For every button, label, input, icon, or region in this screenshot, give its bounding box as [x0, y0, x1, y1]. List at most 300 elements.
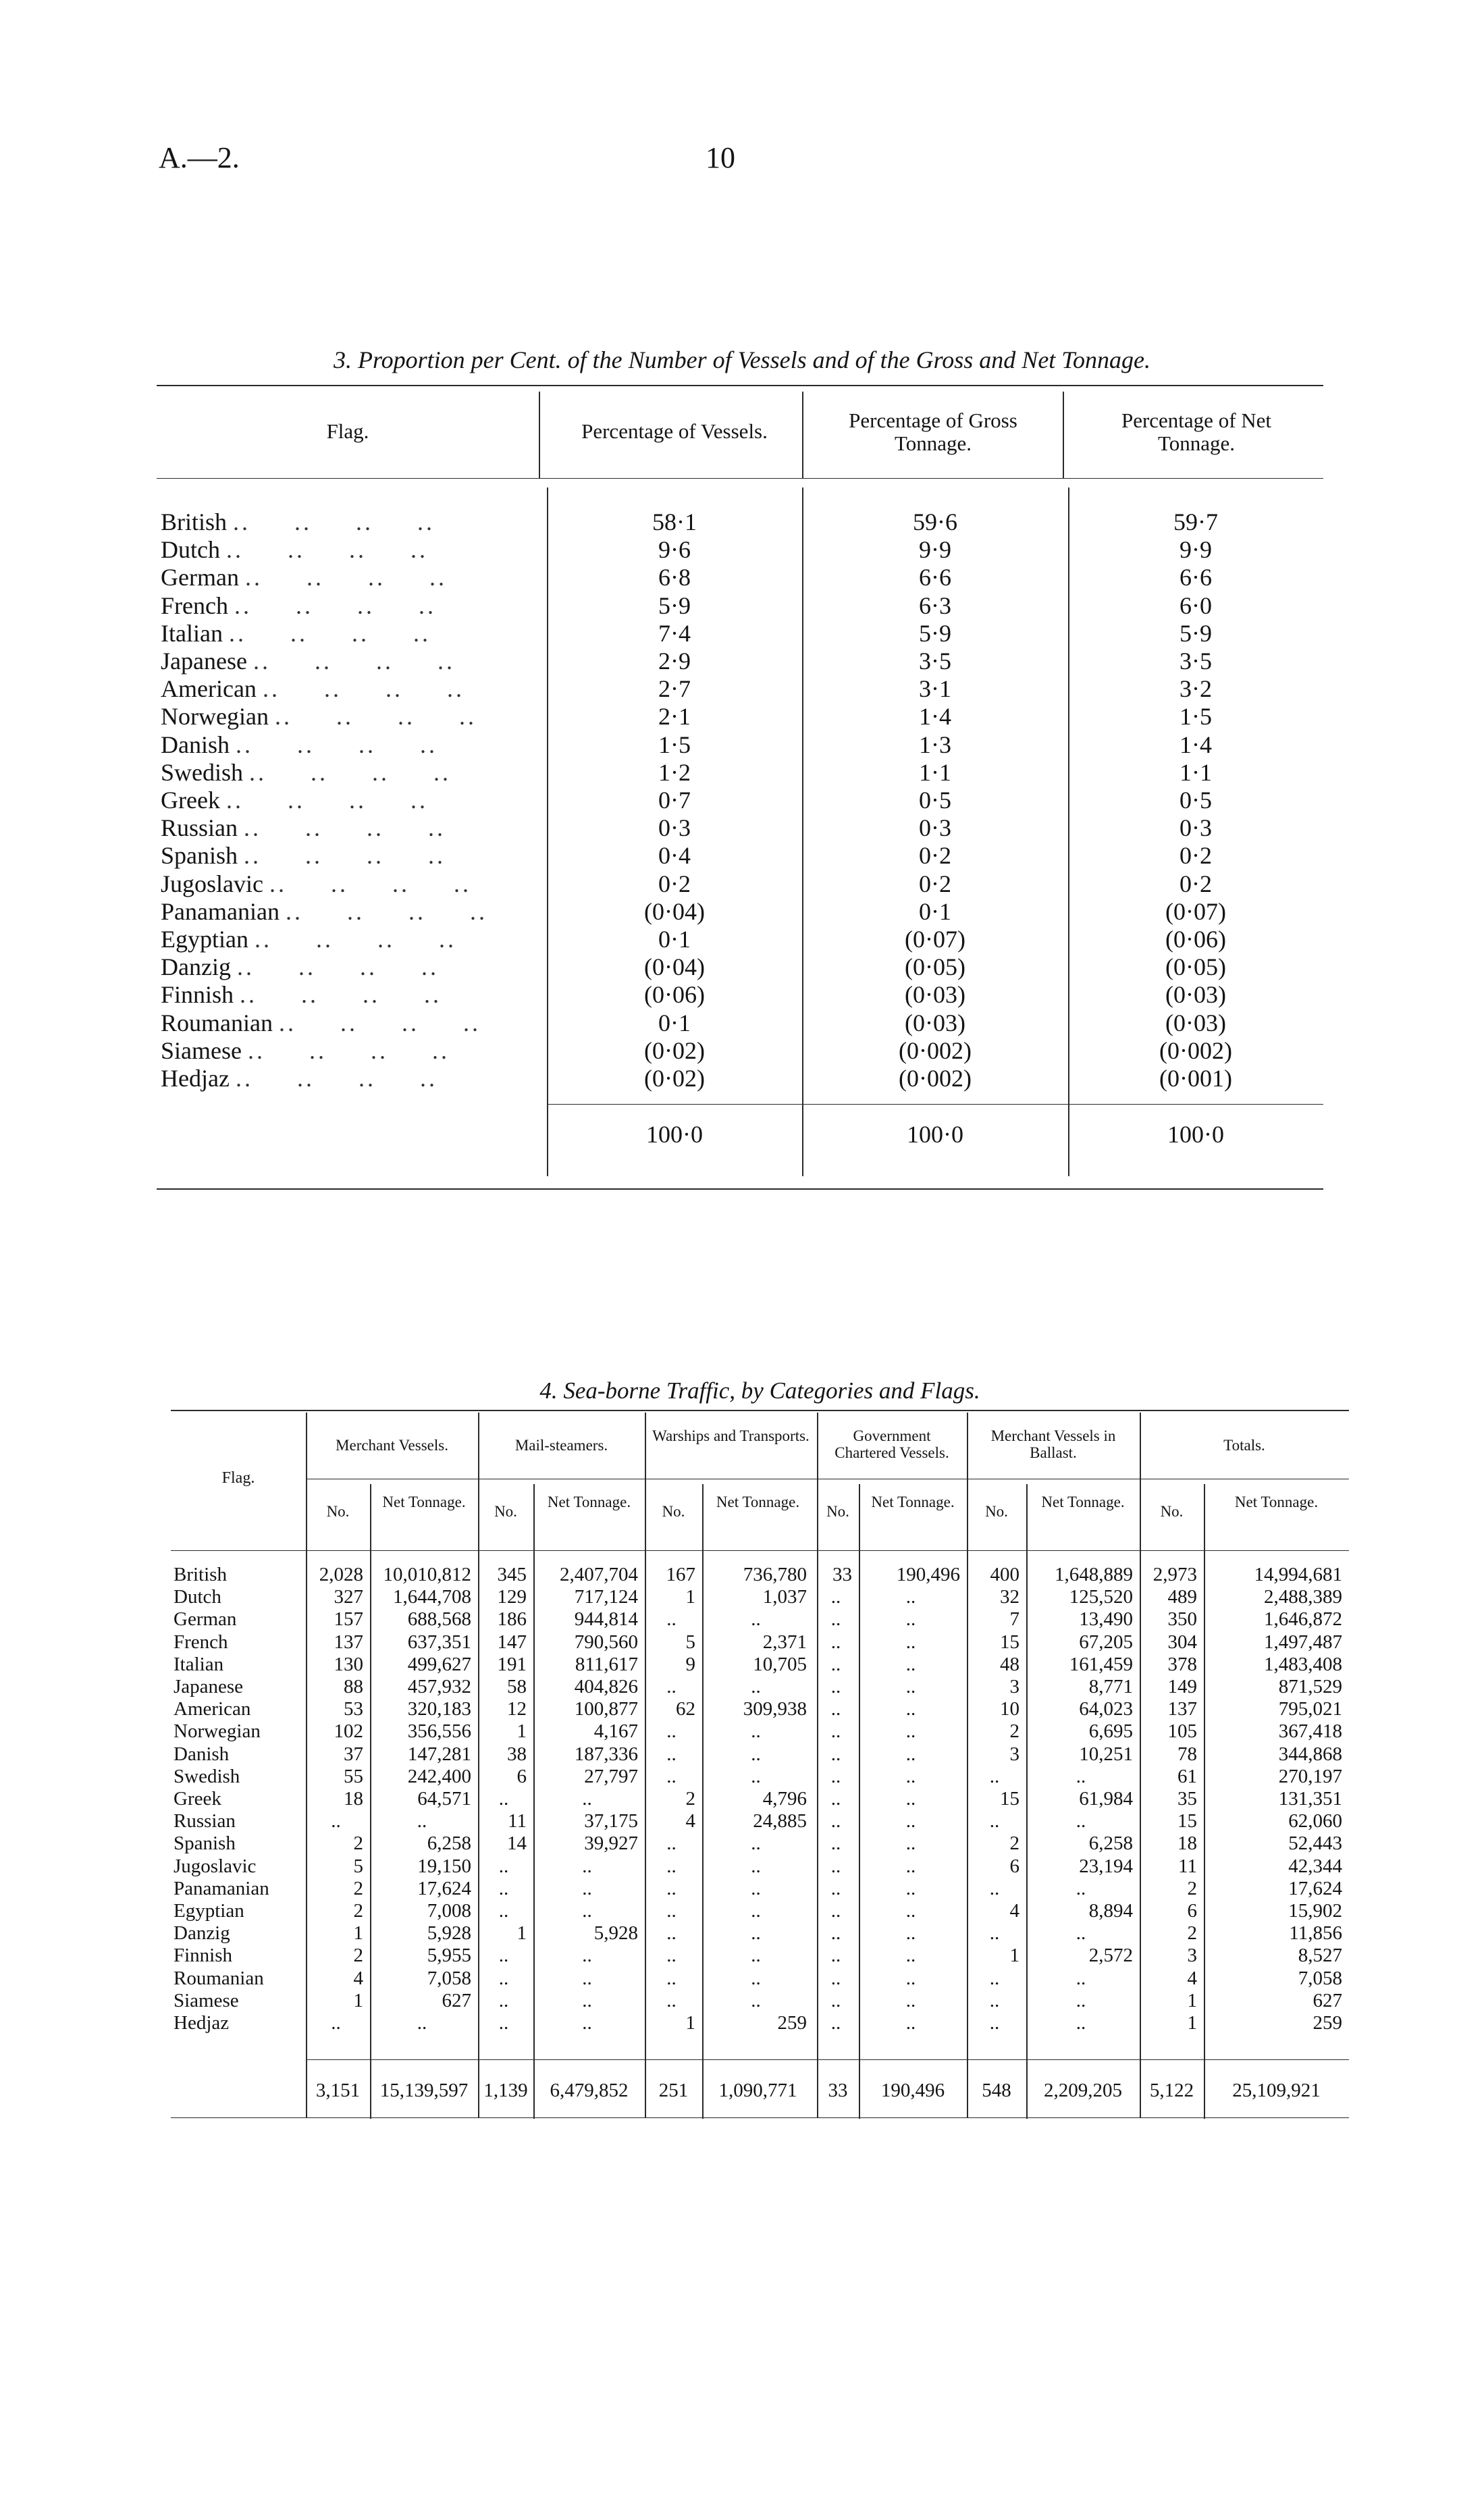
table4-flag: Japanese [174, 1676, 244, 1697]
table3-gross: (0·05) [905, 953, 965, 981]
table3-row [157, 926, 1323, 953]
table4-cell: 38 [507, 1743, 527, 1765]
table3-total-gross: 100·0 [907, 1121, 963, 1148]
table3-net: 1·1 [1180, 758, 1212, 786]
table4-cell: 356,556 [407, 1720, 471, 1743]
table4-cell: 131,351 [1278, 1788, 1342, 1810]
table4-cell: 11 [508, 1810, 527, 1832]
table4-subheader-net: Net Tonnage. [871, 1494, 955, 1510]
table3-row [157, 870, 1323, 898]
table3-flag-label: Japanese [161, 648, 247, 675]
table4-cell: .. [582, 1989, 592, 2011]
table3-gross: 6·6 [919, 564, 951, 591]
table3-flag-label: Italian [161, 619, 223, 647]
table4-cell: 14,994,681 [1254, 1564, 1342, 1585]
table4-row [171, 1855, 1349, 1878]
table4-cell: 2,371 [762, 1631, 807, 1653]
table4-header-flag: Flag. [221, 1469, 255, 1487]
table4-cell: .. [830, 1765, 841, 1787]
table4-cell: .. [905, 1720, 916, 1743]
table4-cell: .. [498, 2012, 509, 2034]
table4-cell: .. [751, 1989, 761, 2011]
table3-flag-label: Dutch [161, 536, 220, 564]
table3-gross: 9·9 [919, 536, 951, 564]
table4-subheader-no: No. [1160, 1503, 1184, 1520]
table4-title: 4. Sea-borne Traffic, by Categories and Flags. [539, 1377, 980, 1404]
table4-cell: 64,023 [1079, 1698, 1133, 1720]
table4-cell: 42,344 [1288, 1855, 1342, 1877]
table3-row [157, 592, 1323, 620]
table4-row [171, 1945, 1349, 1967]
table3-flag [161, 926, 543, 953]
table4-flag: Siamese [174, 1989, 239, 2011]
table4-cell: 13,490 [1079, 1608, 1133, 1631]
table4-cell: .. [666, 1855, 677, 1877]
table4-cell: .. [1076, 1810, 1086, 1832]
table3-gross: 0·3 [919, 814, 951, 842]
table4-row [171, 1743, 1349, 1766]
table4-cell: 55 [344, 1765, 363, 1787]
table4-cell: .. [666, 1743, 677, 1765]
table3-gross: 0·2 [919, 842, 951, 870]
table4-cell: 11,856 [1289, 1922, 1342, 1945]
table4-subheader-no: No. [662, 1503, 685, 1520]
table4-cell: .. [989, 2012, 1000, 2034]
leader-dots: .. .. .. .. [262, 675, 465, 703]
table4-cell: 2 [353, 1877, 363, 1899]
table4-cell: .. [989, 1922, 1000, 1945]
table4-cell: 24,885 [753, 1810, 807, 1832]
table4-row [171, 1608, 1349, 1631]
table4-cell: 1 [516, 1720, 527, 1743]
table4-cell: 2,488,389 [1264, 1586, 1342, 1608]
table4-cell: 11 [1178, 1855, 1197, 1877]
leader-dots: .. .. .. .. [226, 787, 428, 814]
table3-row [157, 898, 1323, 926]
leader-dots: .. .. .. .. [244, 814, 446, 842]
table3-net: 6·0 [1180, 591, 1212, 619]
table4-cell: 6,258 [427, 1832, 471, 1855]
table4-cell: 9 [685, 1653, 695, 1675]
table4-total-cell: 15,139,597 [379, 2080, 469, 2101]
table3-flag-label: Danzig [161, 953, 231, 981]
table3-vessels: 5·9 [658, 591, 691, 619]
table3-net: (0·07) [1165, 897, 1226, 925]
table4-cell: .. [989, 1810, 1000, 1832]
table3-vessels: 0·2 [658, 870, 691, 897]
table4-cell: .. [905, 1586, 916, 1608]
table4-cell: 2 [1009, 1720, 1019, 1743]
table4-cell: 367,418 [1278, 1720, 1342, 1743]
table3-flag [161, 703, 543, 731]
table4-cell: .. [331, 1810, 341, 1832]
table3-vessels: 2·1 [658, 703, 691, 731]
table4-subheader-net: Net Tonnage. [716, 1494, 800, 1510]
leader-dots: .. .. .. .. [254, 926, 456, 953]
table4-cell: 186 [497, 1608, 527, 1631]
table3-row [157, 814, 1323, 842]
table4-cell: 18 [1177, 1832, 1197, 1855]
table3-gross: (0·03) [905, 981, 965, 1009]
table4-cell: 17,624 [417, 1877, 471, 1899]
table4-cell: .. [582, 1855, 592, 1877]
table4-cell: .. [751, 1877, 761, 1899]
table3-vessels: 6·8 [658, 564, 691, 591]
leader-dots: .. .. .. .. [240, 981, 442, 1009]
table4-cell: .. [1076, 1765, 1086, 1787]
table3-flag [161, 1037, 543, 1065]
table4-row [171, 1766, 1349, 1788]
table3-net: 1·5 [1180, 703, 1212, 731]
table3-flag [161, 1009, 543, 1037]
table4-flag: American [174, 1698, 251, 1720]
table3-row [157, 675, 1323, 703]
table3-row [157, 508, 1323, 536]
table4-cell: 32 [1000, 1586, 1019, 1608]
table4-cell: .. [905, 1900, 916, 1922]
table4-cell: 1 [516, 1922, 527, 1945]
table4-cell: .. [1076, 1989, 1086, 2011]
table4-flag: Jugoslavic [174, 1855, 257, 1877]
leader-dots: .. .. .. .. [235, 1065, 438, 1092]
table4-cell: 627 [1313, 1989, 1342, 2011]
table3-row [157, 1037, 1323, 1065]
table3-net: 6·6 [1180, 564, 1212, 591]
table4-cell: .. [830, 1922, 841, 1945]
table3-vessels: 1·2 [658, 758, 691, 786]
table3-gross: (0·002) [899, 1065, 972, 1092]
table4-row [171, 1832, 1349, 1855]
leader-dots: .. .. .. .. [226, 536, 428, 564]
table4-cell: .. [830, 1877, 841, 1899]
table4-cell: .. [582, 1967, 592, 1989]
table3-header-gross: Percentage of Gross Tonnage. [849, 408, 1017, 455]
table4-cell: 2 [1187, 1922, 1197, 1945]
table4-flag: Egyptian [174, 1900, 244, 1922]
table4-cell: 4,796 [762, 1788, 807, 1810]
table4-cell: .. [751, 1922, 761, 1945]
table4-subheader-net: Net Tonnage. [382, 1494, 466, 1510]
table4-cell: .. [582, 1788, 592, 1810]
table3-flag-label: Spanish [161, 842, 238, 870]
table4-subheader-net: Net Tonnage. [1234, 1494, 1319, 1510]
table4-cell: 2 [1009, 1832, 1019, 1855]
table4-cell: .. [905, 1631, 916, 1653]
table3-flag-label: Hedjaz [161, 1065, 230, 1092]
table4-cell: 378 [1167, 1653, 1197, 1675]
table4-cell: 327 [334, 1586, 363, 1608]
leader-dots: .. .. .. .. [253, 648, 455, 675]
table3-net: (0·05) [1165, 953, 1226, 981]
table4-cell: 147,281 [407, 1743, 471, 1765]
leader-dots: .. .. .. .. [249, 758, 452, 786]
table4-cell: 17,624 [1288, 1877, 1342, 1899]
page-number: 10 [706, 141, 735, 174]
table4-cell: 6 [1187, 1900, 1197, 1922]
table3-flag-label: Greek [161, 787, 220, 814]
table4-cell: 6 [516, 1765, 527, 1787]
table4-cell: 67,205 [1079, 1631, 1133, 1653]
table4-cell: 259 [1313, 2012, 1342, 2034]
table4-cell: .. [830, 2012, 841, 2034]
table4-cell: 37,175 [584, 1810, 638, 1832]
table3-flag-label: British [161, 508, 228, 535]
table4-cell: 62,060 [1288, 1810, 1342, 1832]
table4-cell: 688,568 [407, 1608, 471, 1631]
table4-group-totals: Totals. [1223, 1437, 1265, 1454]
table4-total-cell: 2,209,205 [1044, 2080, 1122, 2101]
table4-flag: Finnish [174, 1945, 233, 1967]
table4-cell: 871,529 [1278, 1676, 1342, 1697]
table4-cell: 8,527 [1298, 1945, 1342, 1967]
table4-cell: .. [905, 1653, 916, 1675]
table4-cell: .. [582, 1900, 592, 1922]
table3-row [157, 536, 1323, 564]
table4-cell: .. [830, 1945, 841, 1967]
leader-dots: .. .. .. .. [234, 591, 436, 619]
table4-cell: 259 [777, 2012, 807, 2034]
table4-cell: .. [905, 1967, 916, 1989]
table4-cell: 5,928 [593, 1922, 638, 1945]
table4-cell: .. [830, 1720, 841, 1743]
leader-dots: .. .. .. .. [233, 508, 435, 535]
table4-cell: 1,497,487 [1264, 1631, 1342, 1653]
table3-vessels: 0·1 [658, 926, 691, 953]
table3-flag-label: Roumanian [161, 1009, 273, 1036]
table4-total-cell: 1,090,771 [718, 2080, 797, 2101]
table4-cell: 48 [1000, 1653, 1019, 1675]
table4-cell: 147 [497, 1631, 527, 1653]
leader-dots: .. .. .. .. [236, 731, 438, 758]
table3-row [157, 759, 1323, 787]
table3-totals-row [157, 1121, 1323, 1149]
table3-gross: 3·5 [919, 648, 951, 675]
leader-dots: .. .. .. .. [285, 897, 487, 925]
table4-cell: 61 [1177, 1765, 1197, 1787]
table4-cell: .. [905, 1922, 916, 1945]
table4-cell: .. [331, 2012, 341, 2034]
table4-cell: .. [905, 1608, 916, 1631]
table4-cell: 149 [1167, 1676, 1197, 1697]
table3-vessels: (0·02) [644, 1065, 705, 1092]
table4-cell: 12 [507, 1698, 527, 1720]
table4-flag: Danzig [174, 1922, 230, 1945]
table4-cell: .. [751, 1832, 761, 1855]
table4-flag: German [174, 1608, 237, 1631]
table4-cell: 5,955 [427, 1945, 471, 1967]
table3-net: 3·2 [1180, 675, 1212, 703]
table3-flag-label: Swedish [161, 758, 244, 786]
table4-cell: 18 [344, 1788, 363, 1810]
table3-flag [161, 953, 543, 981]
table4-cell: 10,251 [1079, 1743, 1133, 1765]
table4-row [171, 1586, 1349, 1608]
table4-cell: .. [830, 1631, 841, 1653]
table4-cell: .. [830, 1989, 841, 2011]
table4-cell: 270,197 [1278, 1765, 1342, 1787]
table4-cell: 4 [353, 1967, 363, 1989]
table4-cell: .. [905, 1989, 916, 2011]
table3-vessels: (0·04) [644, 953, 705, 981]
table4-cell: 499,627 [407, 1653, 471, 1675]
table3-gross: 1·3 [919, 731, 951, 758]
table4-cell: .. [666, 1765, 677, 1787]
table3-net: 9·9 [1180, 536, 1212, 564]
table4-cell: 2,028 [319, 1564, 363, 1585]
table4-cell: 1,483,408 [1264, 1653, 1342, 1675]
table4-flag: British [174, 1564, 227, 1585]
table4-total-cell: 5,122 [1149, 2080, 1194, 2101]
table4-cell: 102 [334, 1720, 363, 1743]
table4-cell: 2 [353, 1945, 363, 1967]
table3-flag [161, 981, 543, 1009]
table4-cell: .. [417, 2012, 427, 2034]
table4-flag: Panamanian [174, 1877, 269, 1899]
table4-cell: .. [905, 1945, 916, 1967]
table4-cell: .. [1076, 2012, 1086, 2034]
table3-vessels: 2·7 [658, 675, 691, 703]
table3-row [157, 1009, 1323, 1037]
table3-row [157, 1065, 1323, 1092]
table3-gross: (0·03) [905, 1009, 965, 1036]
table4-cell: 242,400 [407, 1765, 471, 1787]
table4-cell: 5,928 [427, 1922, 471, 1945]
table4-cell: .. [498, 1989, 509, 2011]
table4-cell: .. [1076, 1877, 1086, 1899]
table4-total-cell: 25,109,921 [1232, 2080, 1321, 2101]
table4-cell: 457,932 [407, 1676, 471, 1697]
table4-flag: Dutch [174, 1586, 221, 1608]
table3-row [157, 564, 1323, 591]
table3-flag-label: Jugoslavic [161, 870, 263, 897]
table3-net: (0·06) [1165, 926, 1226, 953]
table4-cell: .. [830, 1743, 841, 1765]
table3-flag [161, 787, 543, 814]
table4-cell: 61,984 [1079, 1788, 1133, 1810]
table3-flag [161, 648, 543, 675]
table4-cell: .. [830, 1967, 841, 1989]
table4-cell: 53 [344, 1698, 363, 1720]
table4-cell: .. [666, 1922, 677, 1945]
table4-cell: .. [666, 1967, 677, 1989]
table4-cell: 6,695 [1088, 1720, 1133, 1743]
table4-cell: 717,124 [574, 1586, 638, 1608]
table4-cell: 187,336 [574, 1743, 638, 1765]
table3-flag-label: Russian [161, 814, 238, 842]
table4-cell: .. [751, 1608, 761, 1631]
table4-cell: .. [751, 1900, 761, 1922]
table4-cell: 1,037 [762, 1586, 807, 1608]
table3-net: (0·001) [1159, 1065, 1232, 1092]
table3-title: 3. Proportion per Cent. of the Number of Vessels and of the Gross and Net Tonnage. [334, 346, 1150, 373]
table4-cell: 58 [507, 1676, 527, 1697]
leader-dots: .. .. .. .. [278, 1009, 481, 1036]
table4-cell: .. [498, 1945, 509, 1967]
table4-cell: .. [498, 1788, 509, 1810]
table4-row [171, 1564, 1349, 1586]
table4-cell: .. [751, 1967, 761, 1989]
table3-gross: 5·9 [919, 619, 951, 647]
table4-cell: .. [905, 1743, 916, 1765]
table4-cell: .. [417, 1810, 427, 1832]
leader-dots: .. .. .. .. [244, 842, 446, 870]
table4-cell: 4 [685, 1810, 695, 1832]
table3-gross: (0·002) [899, 1036, 972, 1064]
table4-cell: 15,902 [1288, 1900, 1342, 1922]
table4-cell: .. [830, 1810, 841, 1832]
table4-cell: .. [905, 2012, 916, 2034]
table4-cell: 137 [1167, 1698, 1197, 1720]
table4-flag: Hedjaz [174, 2012, 230, 2034]
table4-cell: 404,826 [574, 1676, 638, 1697]
leader-dots: .. .. .. .. [236, 953, 439, 981]
table4-cell: 125,520 [1069, 1586, 1133, 1608]
table4-cell: .. [498, 1900, 509, 1922]
table4-cell: .. [751, 1720, 761, 1743]
table4-cell: 1 [1187, 2012, 1197, 2034]
table4-cell: 1 [1009, 1945, 1019, 1967]
table4-cell: 304 [1167, 1631, 1197, 1653]
table4-cell: 62 [676, 1698, 695, 1720]
table3-flag-label: German [161, 564, 239, 591]
table4-group-government-chartered: Government Chartered Vessels. [834, 1427, 949, 1461]
table3-flag [161, 842, 543, 870]
table4-cell: 37 [344, 1743, 363, 1765]
table3-vessels: 0·7 [658, 787, 691, 814]
table4-cell: 944,814 [574, 1608, 638, 1631]
table4-cell: 400 [990, 1564, 1019, 1585]
table4-cell: .. [830, 1608, 841, 1631]
table4-cell: 52,443 [1288, 1832, 1342, 1855]
table4-cell: 7,058 [1298, 1967, 1342, 1989]
table4-cell: 130 [334, 1653, 363, 1675]
table4-cell: 33 [832, 1564, 852, 1585]
table4-total-cell: 33 [828, 2080, 848, 2101]
table4-cell: .. [1076, 1967, 1086, 1989]
table3 [157, 385, 1323, 1188]
table4-group-merchant-ballast: Merchant Vessels in Ballast. [990, 1427, 1116, 1461]
table4-cell: 105 [1167, 1720, 1197, 1743]
table3-flag [161, 870, 543, 898]
table4-total-cell: 548 [982, 2080, 1011, 2101]
table3-flag-label: Egyptian [161, 926, 248, 953]
table4-cell: .. [582, 2012, 592, 2034]
table4-cell: .. [830, 1586, 841, 1608]
table4-cell: 7,058 [427, 1967, 471, 1989]
table4-cell: 2,407,704 [560, 1564, 638, 1585]
table3-row [157, 620, 1323, 648]
table4-row [171, 1720, 1349, 1743]
table4-cell: .. [751, 1945, 761, 1967]
table4-cell: .. [751, 1855, 761, 1877]
table4 [171, 1410, 1349, 2130]
table4-cell: 15 [1000, 1788, 1019, 1810]
table4-cell: 344,868 [1278, 1743, 1342, 1765]
table3-gross: 59·6 [913, 508, 957, 535]
table4-cell: 309,938 [743, 1698, 807, 1720]
table4-cell: 1,644,708 [393, 1586, 471, 1608]
table3-flag-label: Norwegian [161, 703, 269, 731]
table3-flag [161, 592, 543, 620]
table4-cell: 7 [1009, 1608, 1019, 1631]
table4-cell: 6,258 [1088, 1832, 1133, 1855]
table3-header-flag: Flag. [326, 419, 369, 443]
table4-subheader-net: Net Tonnage. [1041, 1494, 1125, 1510]
table4-cell: 2,973 [1152, 1564, 1197, 1585]
table3-flag [161, 759, 543, 787]
table4-row [171, 1810, 1349, 1832]
table4-cell: 15 [1177, 1810, 1197, 1832]
